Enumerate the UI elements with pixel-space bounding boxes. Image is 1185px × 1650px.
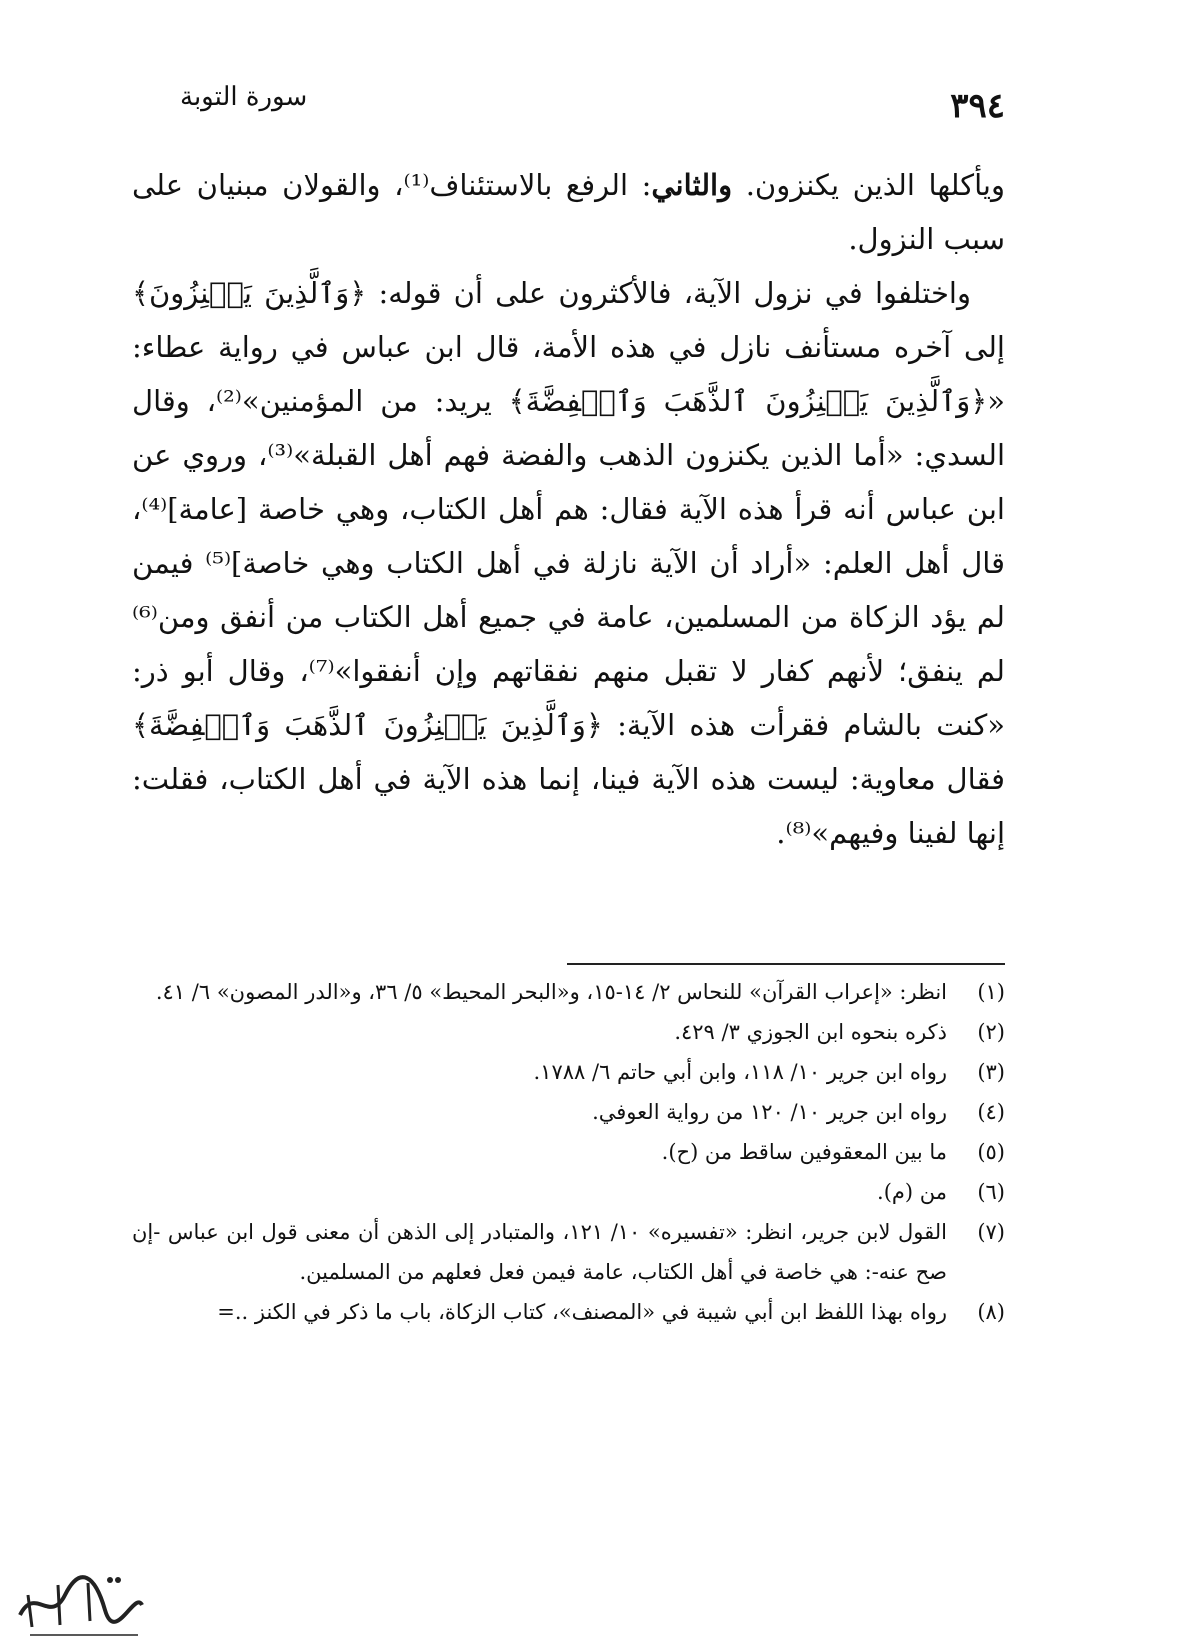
footnote-item: [132, 1172, 1005, 1212]
footnote-item: [132, 1132, 1005, 1172]
footnote-item: [132, 1012, 1005, 1052]
main-text: [132, 158, 1005, 860]
footnote-item: [132, 1092, 1005, 1132]
footnote-item: [132, 972, 1005, 1012]
footnote-text: رواه ابن جرير ١٠/ ١١٨، وابن أبي حاتم ٦/ ١٧٨٨.: [533, 1060, 947, 1084]
footnote-text: رواه ابن جرير ١٠/ ١٢٠ من رواية العوفي.: [592, 1100, 947, 1124]
footnote-number: (٤): [977, 1100, 1005, 1124]
surah-title: سورة التوبة: [180, 82, 308, 112]
footnote-text: رواه بهذا اللفظ ابن أبي شيبة في «المصنف»، كتاب الزكاة، باب ما ذكر في الكنز ..=: [217, 1300, 947, 1324]
page-header: [180, 82, 1005, 142]
publisher-logo-icon: [10, 1555, 150, 1645]
footnote-text: من (م).: [877, 1180, 947, 1204]
footnote-number: (٦): [977, 1180, 1005, 1204]
footnote-number: (٣): [977, 1060, 1005, 1084]
paragraph-1-end: : الرفع بالاستئناف⁽¹⁾، والقولان مبنيان على سبب النزول.: [132, 168, 1005, 256]
footnote-text: انظر: «إعراب القرآن» للنحاس ٢/ ١٤-١٥، و«البحر المحيط» ٥/ ٣٦، و«الدر المصون» ٦/ ٤١.: [155, 980, 947, 1004]
paragraph-1: [132, 158, 1005, 266]
footnotes: [132, 972, 1005, 1332]
page-number: ٣٩٤: [950, 86, 1005, 126]
footnote-number: (٧): [977, 1220, 1005, 1244]
footnote-text: القول لابن جرير، انظر: «تفسيره» ١٠/ ١٢١، والمتبادر إلى الذهن أن معنى قول ابن عباس -إن صح عنه-: هي خاصة في أهل الكتاب، عامة فيمن فعل فعلهم من المسلمين.: [132, 1220, 947, 1284]
footnote-separator: [567, 963, 1005, 965]
footnote-item: [132, 1052, 1005, 1092]
paragraph-1-bold: والثاني: [651, 168, 733, 202]
footnote-number: (٢): [977, 1020, 1005, 1044]
paragraph-1-start: ويأكلها الذين يكنزون.: [745, 168, 1005, 202]
footnote-number: (٥): [977, 1140, 1005, 1164]
paragraph-2: واختلفوا في نزول الآية، فالأكثرون على أن قوله: ﴿وَٱلَّذِينَ يَكۡنِزُونَ﴾ إلى آخره مستأنف نازل في هذه الأمة، قال ابن عباس في رواية عطاء: «﴿وَٱلَّذِينَ يَكۡنِزُونَ ٱلذَّهَبَ وَٱلۡفِضَّةَ﴾ يريد: من المؤمنين»⁽²⁾، وقال السدي: «أما الذين يكنزون الذهب والفضة فهم أهل القبلة»⁽³⁾، وروي عن ابن عباس أنه قرأ هذه الآية فقال: هم أهل الكتاب، وهي خاصة [عامة]⁽⁴⁾، قال أهل العلم: «أراد أن الآية نازلة في أهل الكتاب وهي خاصة]⁽⁵⁾ فيمن لم يؤد الزكاة من المسلمين، عامة في جميع أهل الكتاب من أنفق ومن⁽⁶⁾ لم ينفق؛ لأنهم كفار لا تقبل منهم نفقاتهم وإن أنفقوا»⁽⁷⁾، وقال أبو ذر: «كنت بالشام فقرأت هذه الآية: ﴿وَٱلَّذِينَ يَكۡنِزُونَ ٱلذَّهَبَ وَٱلۡفِضَّةَ﴾ فقال معاوية: ليست هذه الآية فينا، إنما هذه الآية في أهل الكتاب، فقلت: إنها لفينا وفيهم»⁽⁸⁾.: [132, 276, 1006, 850]
footnote-number: (٨): [977, 1300, 1005, 1324]
footnote-text: ما بين المعقوفين ساقط من (ح).: [661, 1140, 947, 1164]
footnote-item: [132, 1212, 1005, 1292]
footnote-item: [132, 1292, 1005, 1332]
footnote-number: (١): [977, 980, 1005, 1004]
footnote-text: ذكره بنحوه ابن الجوزي ٣/ ٤٢٩.: [674, 1020, 947, 1044]
